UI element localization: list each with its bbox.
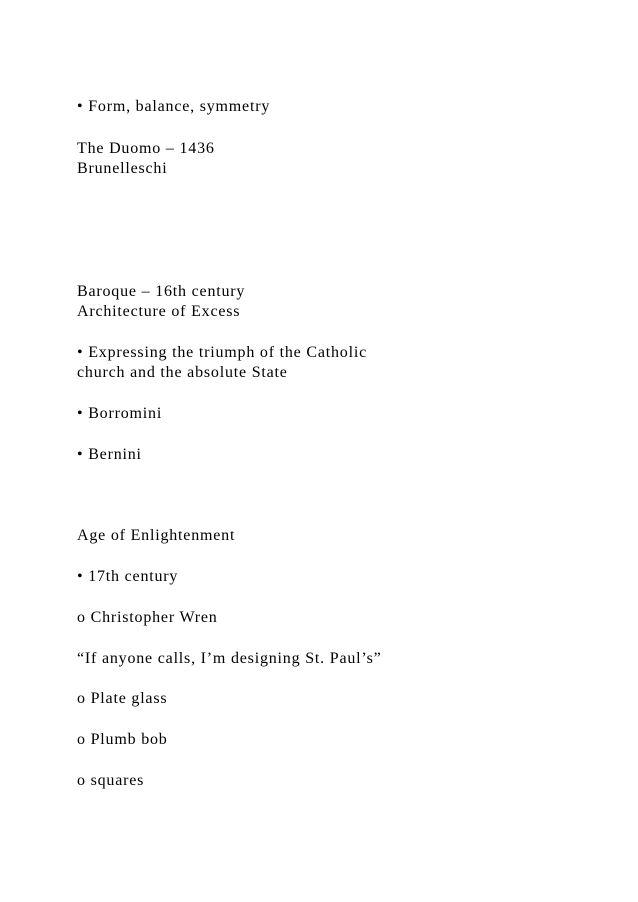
architecture-of-excess-text: Architecture of Excess — [77, 303, 241, 320]
baroque-heading: Baroque – 16th century — [77, 283, 246, 300]
sub-bullet-squares: o squares — [77, 772, 145, 789]
church-and-state-text: church and the absolute State — [77, 364, 288, 381]
sub-bullet-plumb-bob: o Plumb bob — [77, 731, 168, 748]
brunelleschi-text: Brunelleschi — [77, 160, 168, 177]
age-of-enlightenment-heading: Age of Enlightenment — [77, 527, 236, 544]
bullet-form-balance-symmetry: • Form, balance, symmetry — [77, 98, 271, 115]
bullet-17th-century: • 17th century — [77, 568, 179, 585]
bullet-expressing-triumph: • Expressing the triumph of the Catholic — [77, 344, 367, 361]
wren-quote: “If anyone calls, I’m designing St. Paul’s” — [77, 650, 382, 667]
sub-bullet-christopher-wren: o Christopher Wren — [77, 609, 218, 626]
duomo-heading: The Duomo – 1436 — [77, 140, 215, 157]
sub-bullet-plate-glass: o Plate glass — [77, 690, 168, 707]
bullet-bernini: • Bernini — [77, 446, 142, 463]
bullet-borromini: • Borromini — [77, 405, 163, 422]
